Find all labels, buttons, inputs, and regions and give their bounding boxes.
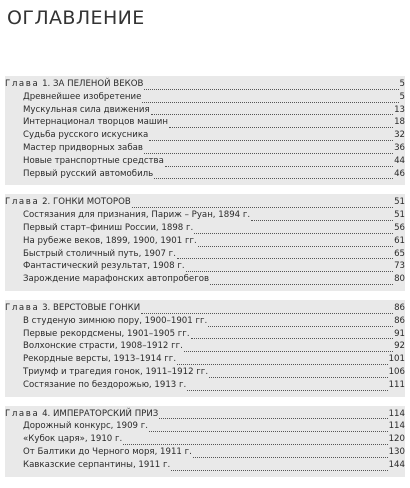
chapter-heading-text: 3. ВЕРСТОВЫЕ ГОНКИ [39, 302, 141, 313]
leader-dots [142, 94, 398, 103]
toc-item-label: От Балтики до Черного моря, 1911 г. [23, 446, 192, 457]
chapter-prefix: Глава [5, 408, 40, 419]
chapter-heading[interactable] [5, 408, 405, 421]
toc-item-label: Зарождение марафонских автопробегов [23, 274, 210, 285]
leader-dots [193, 449, 388, 458]
leader-dots [144, 145, 393, 154]
chapter-2-section [5, 194, 405, 291]
toc-item-label: «Кубок царя», 1910 г. [23, 434, 123, 445]
page-number: 51 [394, 210, 405, 221]
toc-item[interactable] [5, 353, 405, 366]
page-title: ОГЛАВЛЕНИЕ [7, 7, 145, 29]
page-number: 51 [394, 197, 405, 208]
toc-item-label: Древнейшее изобретение [23, 91, 142, 102]
chapter-heading[interactable] [5, 196, 405, 209]
page-number: 5 [399, 91, 405, 102]
page-number: 18 [394, 117, 405, 128]
leader-dots [169, 119, 393, 128]
toc-item[interactable] [5, 91, 405, 104]
toc-item-label: Рекордные версты, 1913–1914 гг. [23, 354, 177, 365]
toc-item[interactable] [5, 248, 405, 261]
page-number: 32 [394, 130, 405, 141]
page-number: 86 [394, 302, 405, 313]
leader-dots [177, 250, 393, 259]
page-number: 5 [399, 79, 405, 89]
chapter-title [5, 302, 140, 315]
page-number: 65 [394, 248, 405, 259]
page-number: 114 [388, 408, 405, 419]
page-number: 36 [394, 142, 405, 153]
toc-item-label: Состязания для признания, Париж – Руан, 1894 г. [23, 210, 251, 221]
chapter-heading[interactable] [5, 78, 405, 91]
chapter-prefix: Глава [5, 79, 40, 89]
toc-item[interactable] [5, 142, 405, 155]
leader-dots [251, 212, 393, 221]
leader-dots [194, 225, 393, 234]
toc-item[interactable] [5, 104, 405, 117]
toc-item-label: Волхонские страсти, 1908–1912 гг. [23, 341, 183, 352]
page-number: 130 [388, 446, 405, 457]
leader-dots [184, 343, 393, 352]
chapter-title [5, 408, 158, 421]
toc-item[interactable] [5, 235, 405, 248]
leader-dots [186, 263, 393, 272]
toc-item[interactable] [5, 129, 405, 142]
toc-item[interactable] [5, 116, 405, 129]
page-number: 46 [394, 168, 405, 179]
toc-item[interactable] [5, 366, 405, 379]
chapter-title [5, 196, 131, 209]
leader-dots [209, 369, 388, 378]
chapter-3-section [5, 300, 405, 397]
toc-item[interactable] [5, 315, 405, 328]
toc-item-label: Мускульная сила движения [23, 104, 150, 115]
leader-dots [132, 199, 393, 208]
leader-dots [198, 238, 393, 247]
leader-dots [187, 382, 387, 391]
chapter-prefix: Глава [5, 302, 40, 313]
toc-item-label: Первый старт–финиш России, 1898 г. [23, 222, 194, 233]
leader-dots [151, 106, 393, 115]
leader-dots [123, 436, 387, 445]
chapter-4-section [5, 406, 405, 477]
toc-item-label: Мастер придворных забав [23, 142, 143, 153]
toc-item-label: Быстрый столичный путь, 1907 г. [23, 248, 176, 259]
toc-item[interactable] [5, 379, 405, 392]
leader-dots [191, 330, 394, 339]
page-number: 101 [388, 354, 405, 365]
leader-dots [177, 356, 388, 365]
page-number: 56 [394, 222, 405, 233]
toc-item[interactable] [5, 340, 405, 353]
leader-dots [165, 158, 393, 167]
toc-item-label: Первый русский автомобиль [23, 168, 154, 179]
toc-item-label: Новые транспортные средства [23, 155, 164, 166]
page-number: 13 [394, 104, 405, 115]
page-number: 106 [388, 366, 405, 377]
toc-item[interactable] [5, 433, 405, 446]
page-number: 44 [394, 155, 405, 166]
page-number: 144 [388, 459, 405, 470]
chapter-1-section [5, 76, 405, 185]
page-number: 73 [394, 261, 405, 272]
table-of-contents [5, 76, 405, 486]
leader-dots [149, 423, 388, 432]
toc-item[interactable] [5, 273, 405, 286]
leader-dots [208, 318, 393, 327]
page-number: 120 [388, 434, 405, 445]
chapter-heading-text: 4. ИМПЕРАТОРСКИЙ ПРИЗ [39, 408, 159, 419]
leader-dots [210, 276, 393, 285]
leader-dots [149, 132, 393, 141]
page-number: 92 [394, 341, 405, 352]
toc-item-label: На рубеже веков, 1899, 1900, 1901 гг. [23, 235, 197, 246]
chapter-heading-text: 2. ГОНКИ МОТОРОВ [39, 197, 131, 208]
page-number: 111 [388, 379, 405, 390]
toc-item-label: Кавказские серпантины, 1911 г. [23, 459, 171, 470]
page-number: 80 [394, 274, 405, 285]
toc-item-label: Первые рекордсмены, 1901–1905 гг. [23, 328, 190, 339]
page-number: 91 [394, 328, 405, 339]
chapter-prefix: Глава [5, 197, 40, 208]
leader-dots [141, 305, 393, 314]
toc-item[interactable] [5, 260, 405, 273]
chapter-title [5, 78, 143, 91]
toc-item[interactable] [5, 328, 405, 341]
toc-item[interactable] [5, 420, 405, 433]
leader-dots [159, 410, 387, 419]
leader-dots [171, 462, 387, 471]
toc-item[interactable] [5, 209, 405, 222]
toc-item-label: Фантастический результат, 1908 г. [23, 261, 185, 272]
toc-item-label: Судьба русского искусника [23, 130, 149, 141]
page-number: 86 [394, 315, 405, 326]
chapter-heading[interactable] [5, 302, 405, 315]
page-number: 61 [394, 235, 405, 246]
toc-item-label: Состязание по бездорожью, 1913 г. [23, 379, 187, 390]
toc-item[interactable] [5, 446, 405, 459]
toc-item[interactable] [5, 155, 405, 168]
toc-item[interactable] [5, 459, 405, 472]
toc-item[interactable] [5, 222, 405, 235]
toc-item-label: Дорожный конкурс, 1909 г. [23, 421, 148, 432]
toc-item-label: Триумф и трагедия гонок, 1911–1912 гг. [23, 366, 209, 377]
toc-item-label: В студеную зимнюю пору, 1900–1901 гг. [23, 315, 208, 326]
toc-item-label: Интернационал творцов машин [23, 117, 168, 128]
toc-item[interactable] [5, 168, 405, 181]
leader-dots [144, 81, 398, 90]
chapter-heading-text: 1. ЗА ПЕЛЕНОЙ ВЕКОВ [39, 79, 144, 89]
leader-dots [154, 170, 393, 179]
page-number: 114 [388, 421, 405, 432]
